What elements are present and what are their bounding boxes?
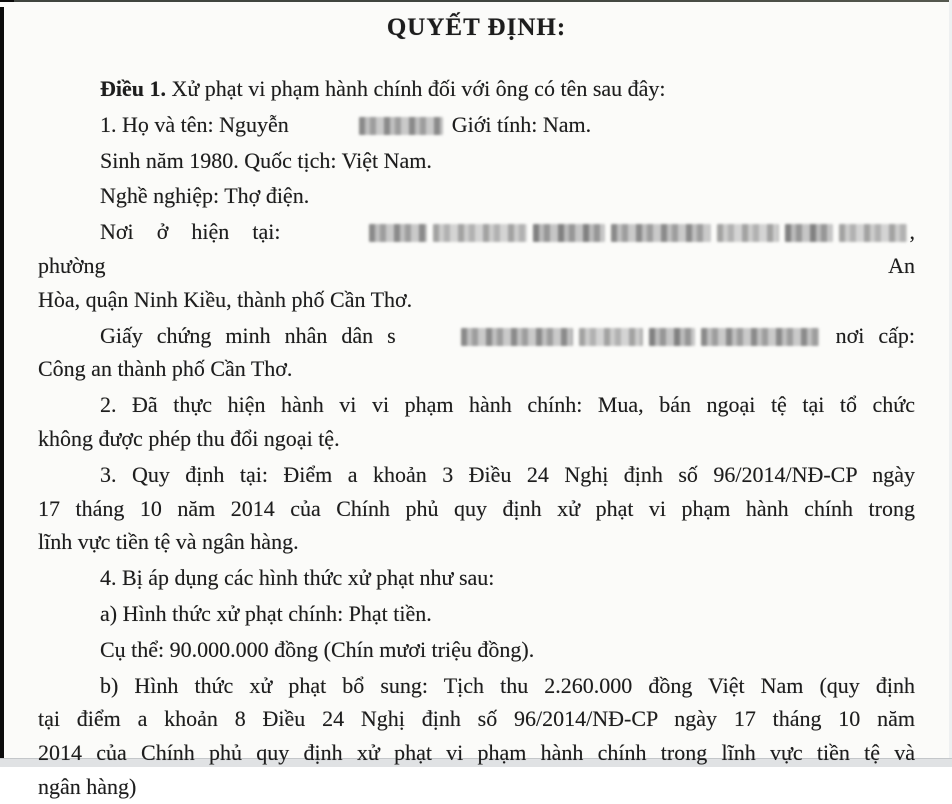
supplementary-sanction-paragraph	[38, 669, 915, 804]
id-card-label: Giấy chứng minh nhân dân s	[100, 322, 396, 348]
supplementary-line-3: 2014 của Chính phủ quy định xử phạt vi phạm hành chính trong lĩnh vực tiền tệ và	[38, 740, 915, 766]
supplementary-line-1: b) Hình thức xử phạt bổ sung: Tịch thu 2.260.000 đồng Việt Nam (quy định	[100, 672, 915, 698]
address-label: Nơi ở hiện tại:	[100, 219, 281, 245]
birth-paragraph	[38, 144, 915, 178]
violation-line-1: 2. Đã thực hiện hành vi vi phạm hành chính: Mua, bán ngoại tệ tại tổ chức	[100, 392, 915, 418]
legal-basis-line-2: 17 tháng 10 năm 2014 của Chính phủ quy định xử phạt vi phạm hành chính trong	[38, 495, 915, 521]
redacted-chunk	[359, 117, 443, 135]
redacted-chunk	[649, 328, 695, 346]
supplementary-line-4: ngân hàng)	[38, 773, 137, 799]
article-1-text: Xử phạt vi phạm hành chính đối với ông có tên sau đây:	[171, 76, 666, 101]
address-paragraph	[38, 215, 915, 316]
id-card-line-2: Công an thành phố Cần Thơ.	[38, 356, 293, 382]
birth-line: Sinh năm 1980. Quốc tịch: Việt Nam.	[100, 147, 432, 173]
gender-text: Giới tính: Nam.	[451, 111, 592, 137]
legal-basis-line-3: lĩnh vực tiền tệ và ngân hàng.	[38, 529, 299, 555]
sanctions-intro-paragraph	[38, 561, 915, 595]
decision-heading: QUYẾT ĐỊNH:	[386, 14, 567, 41]
main-sanction-line: a) Hình thức xử phạt chính: Phạt tiền.	[100, 600, 432, 626]
redacted-chunk	[369, 224, 427, 242]
redacted-chunk	[785, 224, 833, 242]
sanctions-intro-line: 4. Bị áp dụng các hình thức xử phạt như sau:	[100, 565, 495, 591]
main-sanction-paragraph	[38, 597, 915, 631]
document-body	[38, 0, 915, 804]
occupation-paragraph	[38, 179, 915, 213]
legal-basis-paragraph	[38, 458, 915, 559]
redacted-chunk	[533, 224, 605, 242]
id-card-issuer-label: nơi cấp:	[835, 322, 916, 348]
redacted-chunk	[717, 224, 779, 242]
redacted-chunk	[701, 328, 819, 346]
full-name-paragraph	[38, 108, 915, 142]
occupation-line: Nghề nghiệp: Thợ điện.	[100, 183, 310, 209]
fine-amount-line: Cụ thể: 90.000.000 đồng (Chín mươi triệu đồng).	[100, 636, 535, 662]
redacted-chunk	[839, 224, 907, 242]
address-line-2: Hòa, quận Ninh Kiều, thành phố Cần Thơ.	[38, 286, 413, 312]
redacted-chunk	[611, 224, 711, 242]
redacted-name	[294, 117, 446, 135]
full-name-label: 1. Họ và tên: Nguyễn	[100, 111, 289, 137]
redacted-address	[304, 224, 910, 242]
violation-paragraph	[38, 388, 915, 456]
address-ward-text: , phường An	[38, 219, 915, 278]
article-1-label: Điều 1.	[100, 76, 166, 101]
article-1-line	[38, 72, 915, 106]
scan-edge-left	[0, 7, 4, 758]
redacted-chunk	[433, 224, 527, 242]
redacted-chunk	[461, 328, 573, 346]
violation-line-2: không được phép thu đổi ngoại tệ.	[38, 425, 340, 451]
fine-amount-paragraph	[38, 633, 915, 667]
legal-basis-line-1: 3. Quy định tại: Điểm a khoản 3 Điều 24 Nghị định số 96/2014/NĐ-CP ngày	[100, 461, 915, 487]
full-name-line	[38, 108, 915, 142]
id-card-paragraph	[38, 319, 915, 387]
supplementary-line-2: tại điểm a khoản 8 Điều 24 Nghị định số 96/2014/NĐ-CP ngày 17 tháng 10 năm	[38, 706, 915, 732]
redacted-chunk	[579, 328, 643, 346]
id-card-line-1	[38, 319, 915, 353]
article-1-paragraph	[38, 72, 915, 106]
address-line-1	[38, 215, 915, 283]
redacted-id-number	[396, 328, 822, 346]
